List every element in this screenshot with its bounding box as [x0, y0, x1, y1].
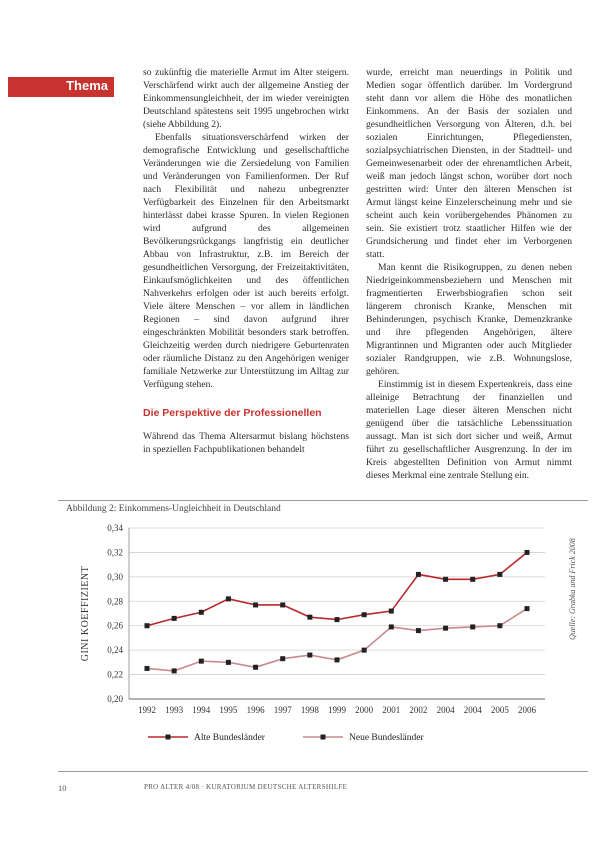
x-tick-label: 1999 — [328, 705, 346, 715]
y-axis-label: GINI KOEFFIZIENT — [80, 565, 91, 662]
data-point — [226, 660, 231, 665]
x-tick-label: 2005 — [490, 705, 509, 715]
data-point — [199, 610, 204, 615]
x-tick-label: 2004 — [463, 705, 482, 715]
data-point — [497, 623, 502, 628]
x-tick-label: 2006 — [518, 705, 536, 715]
y-tick-label: 0,34 — [107, 523, 123, 533]
paragraph: Während das Thema Altersarmut bislang höchstens in speziellen Fachpublikationen behandelt — [143, 431, 349, 455]
legend-label: Neue Bundesländer — [349, 733, 424, 743]
data-point — [253, 665, 258, 670]
figure — [58, 500, 588, 772]
data-point — [416, 572, 421, 577]
y-tick-label: 0,26 — [107, 620, 123, 631]
data-point — [389, 609, 394, 614]
x-tick-label: 2000 — [355, 705, 374, 715]
y-tick-label: 0,20 — [107, 694, 123, 704]
data-point — [362, 612, 367, 617]
x-tick-label: 1995 — [219, 705, 238, 715]
text-column-right — [366, 66, 572, 482]
x-tick-label: 1992 — [138, 705, 156, 715]
paragraph: Einstimmig ist in diesem Expertenkreis, dass eine alleinige Betrachtung der finanziellen und materiellen Lage dieser älteren Menschen nicht genügend über die tatsächliche Lebenssituation aussagt. Man ist sich dort sicher und weiß, Armut führt zu gesellschaftlicher Ausgrenzung. In der im Kreis abgestellten Definition von Armut nimmt dieses Merkmal eine zentrale Stellung ein. — [366, 379, 572, 481]
data-point — [199, 659, 204, 664]
y-tick-label: 0,30 — [107, 571, 123, 582]
x-tick-label: 1994 — [192, 705, 211, 715]
data-point — [145, 623, 150, 628]
data-point — [226, 596, 231, 601]
x-tick-label: 1993 — [165, 705, 184, 715]
source-note: Quelle: Grabka und Frick 2008 — [568, 538, 577, 640]
data-point — [389, 624, 394, 629]
page-number: 10 — [58, 783, 67, 793]
data-point — [172, 668, 177, 673]
data-point — [362, 648, 367, 653]
legend-swatch-marker — [166, 735, 171, 740]
paragraph: Ebenfalls situationsverschärfend wirken der demografische Entwicklung und gesellschaftliche Veränderungen wie die Zersiedelung von Familien und Veränderungen von Familienformen. Der Ruf nach Flexibilität und nahezu unbegrenzter Verfügbarkeit des Einzelnen für den Arbeitsmarkt hinterlässt dabei krasse Spuren. In vielen Regionen wird aufgrund des allgemeinen Bevölkerungsrückgangs langfristig ein deutlicher Abbau von Infrastruktur, z.B. im Bereich der gesundheitlichen Versorgung, der Freizeitaktivitäten, Einkaufsmöglichkeiten und des öffentlichen Nahverkehrs erfolgen oder ist auch bereits erfolgt. Viele ältere Menschen – vor allem in ländlichen Regionen – sind davon aufgrund ihrer eingeschränkten Mobilität besonders stark betroffen. Gleichzeitig werden durch niedrigere Geburtenraten oder räumliche Distanz zu den Angehörigen weniger familiale Netzwerke zur Unterstützung im Alltag zur Verfügung stehen. — [143, 132, 349, 390]
data-point — [443, 577, 448, 582]
data-point — [335, 617, 340, 622]
paragraph: so zukünftig die materielle Armut im Alter steigern. Verschärfend wirkt auch der allgemeine Anstieg der Einkommensungleichheit, der im wieder vereinigten Deutschland spätestens seit 1995 ungebrochen wirkt (siehe Abbildung 2). — [143, 67, 349, 130]
data-point — [416, 628, 421, 633]
figure-top-rule — [58, 500, 588, 501]
y-tick-label: 0,32 — [107, 547, 123, 558]
data-point — [307, 615, 312, 620]
figure-bottom-rule — [58, 771, 588, 772]
text-column-left — [143, 66, 349, 456]
data-point — [443, 626, 448, 631]
paragraph: Man kennt die Risikogruppen, zu denen neben Niedrigeinkommensbeziehern und Menschen mit fragmentierten Erwerbsbiografien schon seit längerem chronisch Kranke, Menschen mit Behinderungen, psychisch Kranke, Demenzkranke und ihre pflegenden Angehörigen, ältere Migrantinnen und Migranten oder auch Mitglieder sozialer Randgruppen, wie z.B. Wohnungslose, gehören. — [366, 262, 572, 377]
figure-title: Abbildung 2: Einkommens-Ungleichheit in Deutschland — [66, 504, 281, 514]
x-tick-label: 1997 — [273, 705, 292, 715]
line-chart — [58, 514, 588, 769]
section-label — [8, 77, 114, 97]
legend-swatch-marker — [321, 735, 326, 740]
x-tick-label: 1996 — [246, 705, 265, 715]
data-point — [525, 550, 530, 555]
x-tick-label: 2002 — [409, 705, 428, 715]
section-heading: Die Perspektive der Professionellen — [143, 407, 322, 419]
data-point — [470, 624, 475, 629]
y-tick-label: 0,22 — [107, 669, 123, 680]
y-tick-label: 0,24 — [107, 645, 123, 656]
y-tick-label: 0,28 — [107, 596, 123, 607]
data-point — [253, 602, 258, 607]
data-point — [335, 657, 340, 662]
legend-label: Alte Bundesländer — [194, 733, 265, 743]
data-point — [525, 606, 530, 611]
data-point — [172, 616, 177, 621]
journal-footer: PRO ALTER 4/08 · KURATORIUM DEUTSCHE ALTERSHILFE — [144, 783, 348, 791]
data-point — [497, 572, 502, 577]
x-tick-label: 1998 — [300, 705, 319, 715]
data-point — [145, 666, 150, 671]
series-line — [147, 552, 527, 625]
x-tick-label: 2001 — [382, 705, 401, 715]
section-label-text: Thema — [66, 78, 108, 93]
data-point — [307, 653, 312, 658]
data-point — [280, 602, 285, 607]
paragraph: wurde, erreicht man neuerdings in Politik und Medien sogar öffentlich darüber. Im Vordergrund steht dann vor allem die Höhe des monatlichen Einkommens. An der Basis der sozialen und gesundheitlichen Versorgung von Älteren, d.h. bei sozialen Einrichtungen, Pflegediensten, sozialpsychiatrischen Diensten, in der Stadtteil- und Gemeinwesenarbeit oder der ehrenamtlichen Arbeit, weiß man jedoch längst schon, worüber dort noch gestritten wird: Unter den älteren Menschen ist Armut längst keine Einzelerscheinung mehr und sie scheint auch kein vorübergehendes Phänomen zu sein. Sie existiert trotz staatlicher Hilfen wie der Grundsicherung und findet eher im Verborgenen statt. — [366, 67, 572, 260]
x-tick-label: 2004 — [436, 705, 455, 715]
data-point — [280, 656, 285, 661]
data-point — [470, 577, 475, 582]
